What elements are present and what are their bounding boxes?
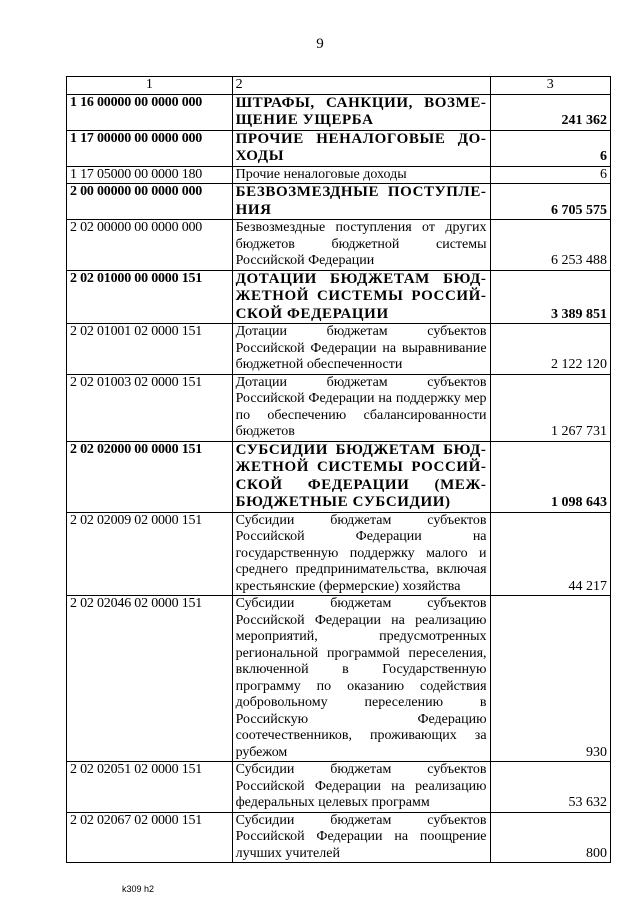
row-code: 2 02 01000 00 0000 151 xyxy=(67,270,233,324)
table-row xyxy=(67,324,611,375)
row-amount: 2 122 120 xyxy=(490,324,610,375)
table-row xyxy=(67,596,611,762)
row-amount: 6 705 575 xyxy=(490,184,610,220)
table-row xyxy=(67,94,611,130)
document-reference: k309 h2 xyxy=(122,884,155,894)
row-name: Прочие неналоговые доходы xyxy=(232,166,490,184)
row-code: 2 02 02067 02 0000 151 xyxy=(67,812,233,863)
table-row xyxy=(67,512,611,596)
revenue-table xyxy=(66,76,611,863)
header-col-code: 1 xyxy=(67,77,233,95)
row-code: 2 02 02000 00 0000 151 xyxy=(67,441,233,512)
row-amount: 1 267 731 xyxy=(490,374,610,441)
row-name: ШТРАФЫ, САНКЦИИ, ВОЗМЕ-ЩЕНИЕ УЩЕРБА xyxy=(232,94,490,130)
row-code: 2 02 02046 02 0000 151 xyxy=(67,596,233,762)
table-row xyxy=(67,762,611,813)
row-code: 2 00 00000 00 0000 000 xyxy=(67,184,233,220)
row-code: 2 02 02009 02 0000 151 xyxy=(67,512,233,596)
header-col-amount: 3 xyxy=(490,77,610,95)
row-name: Субсидии бюджетам субъектов Российской Федерации на государственную поддержку малого и среднего предпринимательства, включая крестьянские (фермерские) хозяйства xyxy=(232,512,490,596)
row-amount: 53 632 xyxy=(490,762,610,813)
row-amount: 3 389 851 xyxy=(490,270,610,324)
table-row xyxy=(67,270,611,324)
row-code: 1 17 05000 00 0000 180 xyxy=(67,166,233,184)
table-row xyxy=(67,166,611,184)
row-code: 2 02 00000 00 0000 000 xyxy=(67,220,233,271)
row-amount: 241 362 xyxy=(490,94,610,130)
row-name: БЕЗВОЗМЕЗДНЫЕ ПОСТУПЛЕ-НИЯ xyxy=(232,184,490,220)
row-code: 1 17 00000 00 0000 000 xyxy=(67,130,233,166)
row-amount: 800 xyxy=(490,812,610,863)
table-row xyxy=(67,130,611,166)
row-amount: 6 xyxy=(490,166,610,184)
row-code: 2 02 01003 02 0000 151 xyxy=(67,374,233,441)
row-amount: 6 253 488 xyxy=(490,220,610,271)
row-name: Безвозмездные поступления от других бюджетов бюджетной системы Российской Федерации xyxy=(232,220,490,271)
row-name: ДОТАЦИИ БЮДЖЕТАМ БЮД-ЖЕТНОЙ СИСТЕМЫ РОССИЙ-СКОЙ ФЕДЕРАЦИИ xyxy=(232,270,490,324)
table-row xyxy=(67,812,611,863)
table-header-row xyxy=(67,77,611,95)
table-row xyxy=(67,220,611,271)
row-name: ПРОЧИЕ НЕНАЛОГОВЫЕ ДО-ХОДЫ xyxy=(232,130,490,166)
row-name: Дотации бюджетам субъектов Российской Федерации на поддержку мер по обеспечению сбалансированности бюджетов xyxy=(232,374,490,441)
header-col-name: 2 xyxy=(232,77,490,95)
row-code: 1 16 00000 00 0000 000 xyxy=(67,94,233,130)
table-row xyxy=(67,441,611,512)
row-amount: 44 217 xyxy=(490,512,610,596)
table-row xyxy=(67,374,611,441)
row-name: Субсидии бюджетам субъектов Российской Федерации на реализацию федеральных целевых программ xyxy=(232,762,490,813)
row-amount: 1 098 643 xyxy=(490,441,610,512)
row-name: Субсидии бюджетам субъектов Российской Федерации на поощрение лучших учителей xyxy=(232,812,490,863)
page-number: 9 xyxy=(316,36,324,52)
row-name: Субсидии бюджетам субъектов Российской Федерации на реализацию мероприятий, предусмотренных региональной программой переселения, включенной в Государственную программу по оказанию содействия добровольному переселению в Российскую Федерацию соотечественников, проживающих за рубежом xyxy=(232,596,490,762)
table-row xyxy=(67,184,611,220)
row-name: СУБСИДИИ БЮДЖЕТАМ БЮД-ЖЕТНОЙ СИСТЕМЫ РОССИЙ-СКОЙ ФЕДЕРАЦИИ (МЕЖ-БЮДЖЕТНЫЕ СУБСИДИИ) xyxy=(232,441,490,512)
row-code: 2 02 02051 02 0000 151 xyxy=(67,762,233,813)
row-name: Дотации бюджетам субъектов Российской Федерации на выравнивание бюджетной обеспеченности xyxy=(232,324,490,375)
row-amount: 930 xyxy=(490,596,610,762)
row-code: 2 02 01001 02 0000 151 xyxy=(67,324,233,375)
row-amount: 6 xyxy=(490,130,610,166)
